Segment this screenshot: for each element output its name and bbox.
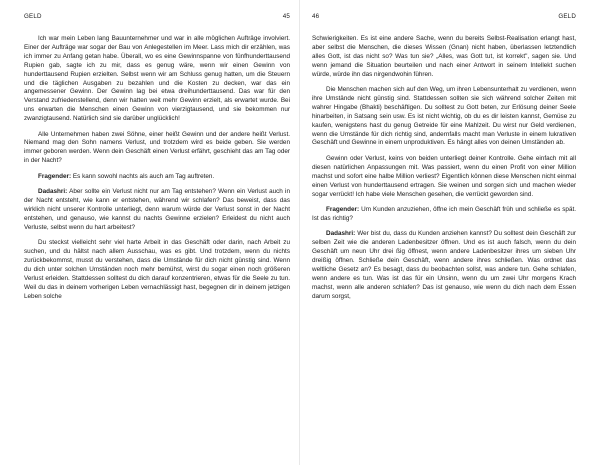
paragraph-text: Schwierigkeiten. Es ist eine andere Sache, wenn du bereits Selbst-Realisation erlangt hast, aber selbst die Menschen, die dieses Wissen (Gnan) nicht haben, überlassen letztendlich alles Gott, ist das nicht so? Was tun sie? „Alles, was Gott tut, ist korrekt", sagen sie. Und wenn jemand die Situation beurteilen und nach einer Antwort in seinem Intellekt suchen würde, würde ihn das nirgendwohin führen. (312, 35, 576, 78)
paragraph (24, 188, 290, 233)
paragraph-text: Aber sollte ein Verlust nicht nur am Tag entstehen? Wenn ein Verlust auch in der Nacht entsteht, wie kann er entstehen, während wir schlafen? Das beweist, dass das wirklich nicht unserer Kontrolle unterliegt, denn warum würde der Verlust sonst in der Nacht entstehen, und genauso, wie kannst du nachts Gewinne erzielen? Erleidest du nicht auch Verluste, selbst wenn du hart arbeitest? (24, 188, 290, 231)
right-page (300, 0, 600, 465)
right-running-title: GELD (558, 13, 576, 20)
paragraph (24, 35, 290, 124)
paragraph-text: Ich war mein Leben lang Bauunternehmer und war in alle möglichen Aufträge involviert. Einer der Aufträge war sogar der Bau von Anlegestellen im Meer. Lass mich dir erzählen, was ich immer zu Anfang getan habe. Überall, wo es eine Gewinnspanne von fünfhunderttausend Rupien gab, sagte ich zu mir, dass es genug wäre, wenn wir einen Gewinn von hunderttausend Rupien erzielten. Selbst wenn wir am Schluss genug hatten, um die Steuern und die täglichen Ausgaben zu bezahlen und die Kosten zu decken, war das ein angemessener Gewinn. Der Gewinn lag bei etwa dreihunderttausend. Das war für den Verstand zufriedenstellend, denn wir hatten weit mehr Gewinn erzielt, als erwartet wurde. Bei uns erwarten die Menschen einen Gewinn von vierzigtausend, und sie bekommen nur zwanzigtausend. Natürlich sind sie darüber unglücklich! (24, 35, 290, 123)
paragraph-text: Die Menschen machen sich auf den Weg, um ihren Lebensunterhalt zu verdienen, wenn ihre Umstände nicht günstig sind. Stattdessen sollten sie sich während solcher Zeiten mit wahrer Hingabe (Bhakti) beschäftigen. Du solltest zu Gott beten, zur Erlösung deiner Seele hinarbeiten, in Satsang sein usw. Es ist nicht wichtig, ob du es dir leisten kannst, Gemüse zu kaufen, wenigstens hast du genug Getreide für eine Mahlzeit. Du wirst nur Geld verdienen, wenn die Umstände für dich richtig sind, andernfalls macht man Verluste in einem lukrativen Geschäft und Gewinne in einem unproduktiven. Es hängt alles von deinen Umständen ab. (312, 86, 576, 147)
left-page-text (24, 35, 290, 301)
left-running-head (24, 13, 290, 20)
speaker-label: Dadashri: (38, 188, 68, 196)
paragraph-text: Gewinn oder Verlust, keins von beiden unterliegt deiner Kontrolle. Gehe einfach mit all diesen natürlichen Anpassungen mit. Was passiert, wenn du einen Profit von einer Million machst und sofort eine halbe Million verliest? Eigentlich können diese Menschen nicht einmal einen Verlust von hunderttausend ertragen. Sie weinen und sorgen sich und machen wieder sogar verrückt! Ich habe viele Menschen gesehen, die verrückt geworden sind. (312, 154, 576, 198)
right-page-text (312, 35, 576, 301)
paragraph-text: Wer bist du, dass du Kunden anziehen kannst? Du solltest dein Geschäft zur selben Zeit wie die anderen Ladenbesitzer öffnen. Und es ist auch falsch, wenn du dein Geschäft um neun Uhr drei ßig öffnest, wenn andere Ladenbesitzer ihres um sieben Uhr dreißig öffnen. Schließe dein Geschäft, wenn andere ihres schließen. Was ordnet das weltliche Gesetz an? Es besagt, dass du beobachten sollst, was andere tun. Gehe schlafen, wenn andere es tun. Was ist das für ein Unsinn, wenn du um zwei Uhr morgens Krach machst, wenn alle anderen schlafen? Das ist genauso, wie wenn du dich nach dem Essen darum sorgst, (312, 230, 576, 300)
speaker-label: Fragender: (38, 172, 72, 180)
paragraph (312, 155, 576, 200)
paragraph (312, 35, 576, 80)
right-running-head (312, 13, 576, 20)
paragraph (312, 230, 576, 301)
speaker-label: Fragender: (326, 205, 360, 213)
paragraph (24, 131, 290, 167)
paragraph-text: Es kann sowohl nachts als auch am Tag auftreten. (72, 172, 215, 180)
paragraph-text: Alle Unternehmen haben zwei Söhne, einer heißt Gewinn und der andere heißt Verlust. Niemand mag den Sohn namens Verlust, und trotzdem wird es beide geben. Sie werden immer geboren werden. Wenn dein Geschäft einen Verlust erfährt, geschieht das am Tag oder in der Nacht? (24, 130, 290, 165)
paragraph (24, 239, 290, 301)
left-running-title: GELD (24, 13, 42, 20)
paragraph-text: Um Kunden anzuziehen, öffne ich mein Geschäft früh und schließe es spät. Ist das richtig? (312, 205, 577, 222)
paragraph (312, 206, 576, 224)
paragraph (24, 173, 290, 182)
speaker-label: Dadashri: (326, 230, 356, 238)
left-page-number: 45 (282, 13, 290, 20)
paragraph-text: Du steckst vielleicht sehr viel harte Arbeit in das Geschäft oder darin, nach Arbeit zu suchen, und du hältst nach allem Ausschau, was es gibt. Und trotzdem, wenn du nichts zurückbekommst, musst du verstehen, dass die Umstände für dich nicht günstig sind. Wenn du dich unter solchen Umständen noch mehr bemühst, wirst du sogar einen noch größeren Verlust erleiden. Stattdessen solltest du dich darauf konzentrieren, etwas für die Seele zu tun. Weil du das in deinem vorherigen Leben vernachlässigt hast, begegnen dir in deinem jetzigen Leben solche (24, 239, 290, 300)
right-page-number: 46 (312, 13, 320, 20)
paragraph (312, 86, 576, 148)
